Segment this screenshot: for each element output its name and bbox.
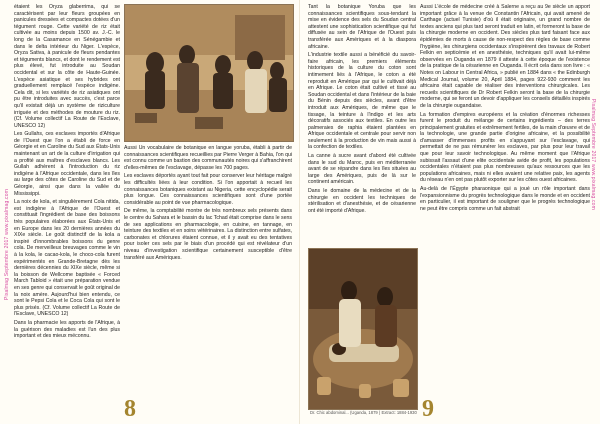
paragraph: Dans le domaine de la médecine et de la chirurgie en occident les techniques de stérilisation et d'anesthésie, et de césarienne ont été importé d'Afrique. — [308, 188, 416, 214]
paragraph: Dans la pharmacie les apports de l'Afrique, à la guérison des maladies est l'un des plus important et des mieux méconnu. — [14, 319, 120, 340]
right-page-column-1 — [308, 4, 416, 254]
left-page-sidebar: Pixalmag Septembre 2017 www.pixalmag.com — [4, 188, 10, 300]
paragraph: étaient les Oryza glaberrima, qui se caractérisent par leur fleurs groupées en panicules dressées et compactes dotées d'un tégument rouge. Cette variété de riz était cultivée au moins depuis 1500 av. J.-C. le long de la Casamance en Sénégambie et dans le delta intérieur du Niger. L'espèce, Oryza Sativa, à panicule de fleurs pendantes et téguments blancs, et dont le rendement est plus élevé, fut introduite au Soudan occidental et sur la côte de Haute-Guinée. L'espèce asiatique et ses hybrides ont graduellement remplacé l'espèce indigène. Cela dit, si les variétés de riz asiatiques ont pu être introduites avec succès, c'est parce qu'il existait déjà un système de riziculture irriguée et des méthodes de mouture du riz. (Cf. Volume collectif La Route de l'Esclave, UNESCO 12) — [14, 4, 120, 129]
paragraph: Les Gullahs, ces esclaves importés d'Afrique de l'Ouest que l'on a établi de force en Géorgie et en Caroline du Sud aux États-Unis maintenant un art de la culture d'irrigation qui a profité aux maîtres d'esclaves blancs. Les Gullah adhèrent à l'introduction du riz indigène à l'Afrique occidentale, dans les îles au large des côtes de Caroline du Sud et de Géorgie, ainsi que dans la vallée du Mississippi. — [14, 131, 120, 197]
paragraph: Au-delà de l'Égypte pharaonique qui a joué un rôle important dans l'expansionnisme du progrès technologique dans le monde et en occident en particulier, il est important de souligner que le progrès technologique ne peut être compris comme un fait abstrait — [420, 186, 590, 212]
left-page-column-2 — [124, 145, 292, 395]
paragraph: La formation d'empires européens et la création d'énormes richesses furent le produit du mélange de certains ingrédients – des terres principalement gratuites et extrêmement fertiles, de la main d'œuvre et de la technologie, une grande partie d'origine africaine, et la possibilité d'amasser d'immenses profits en s'appuyant sur l'esclavage, qui permettait de ne pas rémunérer les esclaves, par plus pour leur travail que pour leur savoir technologique. Au même moment que l'Afrique subissait l'assaut d'une elite occidentale avide de profit, les populations occidentales n'étaient pas plus nombreuses qu'aux ressources que les populations africaines, mais ni elles avaient une relative paix, les agents du réseau n'en ont pas plutôt exporter sur les côtes ouest africaines. — [420, 111, 590, 184]
page-number: 8 — [124, 396, 136, 422]
left-page-column-1 — [14, 4, 120, 414]
paragraph: Aussi Un vocabulaire de botanique en langue yoruba, établi à partir de connaissances scientifiques recueillies par Pierre Verger à Bahia, l'on qui est connu comme un bastion des communautés noires qui s'affranchirent d'elles-mêmes de l'esclavage, dépasse les 700 pages. — [124, 145, 292, 171]
page-number: 9 — [422, 396, 434, 422]
paragraph: Aussi L'école de médecine créé à Salerne a reçu au 9e siècle un apport important grâce à la venue de Constantin l'Africain, qui avait amené de Carthage (actuel Tunisie) d'où il était originaire, un grand nombre de textes anciens qui plus tard seront traduit en latin, et formeront la base de la chirurgie moderne en occident. Des siècles plus tard faisant face aux épidémies de morts à cause de non-respect des règles de base comme l'hygiène, les chirurgiens occidentaux s'inspirèrent des travaux de Robert Felkin en septicémie et en anesthésie, techniques qu'il avait lui-même observées en Ouganda en 1879 il atteste à cette époque de l'existence de la pratique de la césarienne en Ouganda. Il écrit cela dans son livre : « Notes on Labour in Central Africa, » publié en 1884 dans « the Edinburgh Medical Journal, volume 20, April 1884, pages 922-930 comment les africains était capable de réaliser des interventions chirurgicales. Les recueils scientifiques de Dr Robert Felkin seront la base de la chirurgie moderne, qui se feront un devoir d'appliquer les conseils détaillés inspirés de la chirurgie ougandaise. — [420, 4, 590, 109]
paragraph: Les esclaves déportés ayant tout fait pour conserver leur héritage malgré les difficultés liées à leur condition. Si l'on apportait à recueil les connaissances botaniques existant au Nigeria, cette encyclopédie serait plus longue. Ces connaissances scientifiques sont d'une portée considérable au point de vue pharmacologique. — [124, 173, 292, 206]
paragraph: La noix de kola, et singulièrement Cola nitida, est indigène à l'Afrique de l'Ouest et constituait l'ingrédient de base des boissons très populaires élaborées aux États-Unis et en Europe dans les 20 dernières années du XIXe siècle. Le goût distinctif de la kola a inspiré d'innombrables boissons du genre cola. De merveilleux breuvages comme le vin à la kola, le cacao-kola, le choco-cola furent expérimentés en Grande-Bretagne dès les dernières décennies du XIXe siècle, même si la boisson de Wellcome baptisée « Forced March Tabloid » était une préparation vendue en ses genre qui conservait le goût original de la noix amère. Aujourd'hui bien entendu, ce sont le Pepsi Cola et le Coca Cola qui sont le plus prisés. (Cf. Volume collectif La Route de l'Esclave, UNESCO 12) — [14, 199, 120, 318]
village-courtyard-photo — [124, 4, 294, 142]
right-page-sidebar: Pixalmag Septembre 2017 www.pixalmag.com — [590, 98, 596, 210]
right-page-column-2 — [420, 4, 590, 404]
photo-caption: Dr. Chic abdominal... (Uganda, 1879 ) Extract: 1884-1930 — [310, 410, 417, 415]
right-page — [300, 0, 600, 424]
paragraph: Tant la botanique Yoruba que les connaissances scientifiques sous-tendant la mise en évidence des sels du Soudan central attestent une sophistication scientifique qui fut diffusée au sein de l'Afrique de l'Ouest puis transférée aux Amériques et à la diaspora africaine. — [308, 4, 416, 50]
paragraph: L'industrie textile aussi a bénéficié du savoir-faire africain, les premiers éléments historiques de la culture du coton sont intimement liés à l'Afrique, le coton a été reproduit en Amérique par qui le cultivait déjà en Afrique. Le coton était cultivé et tissé au Soudan occidental et dans l'intérieur de la baie du Bénin depuis des siècles, avant d'être introduit aux Amériques, de même que le tissage, la teinture à l'indigo et les arts décoratifs associés aux textiles. En outre les palmeraies de raphia étaient plantées en Afrique occidentale et centrale pour servir non seulement à la production de vin mais aussi à la confection de textiles. — [308, 52, 416, 151]
paragraph: La canne à sucre avant d'abord été cultivée dans le sud du Maroc, puis en méditerranée avant de se répandre dans les îles situées au large des Amériques, puis de là sur le continent américain. — [308, 153, 416, 186]
paragraph: De même, la comptabilité montre de très nombreux sels présents dans le centre du Sahara et le bassin du lac Tchad était comprise dans le sens de ses applications en pharmacologie, en cuisine, en tannage, en teinture des textiles et en soins vétérinaires. La distinction entre sulfates, carbonates et chlorures étaient connue, et il y avait eu des tentatives pour isoler ces sels par le biais d'un procédé qui est révélateur d'un niveau d'investigation scientifique certainement susceptible d'être transféré aux Amériques. — [124, 208, 292, 261]
surgery-scene-photo — [308, 248, 418, 410]
